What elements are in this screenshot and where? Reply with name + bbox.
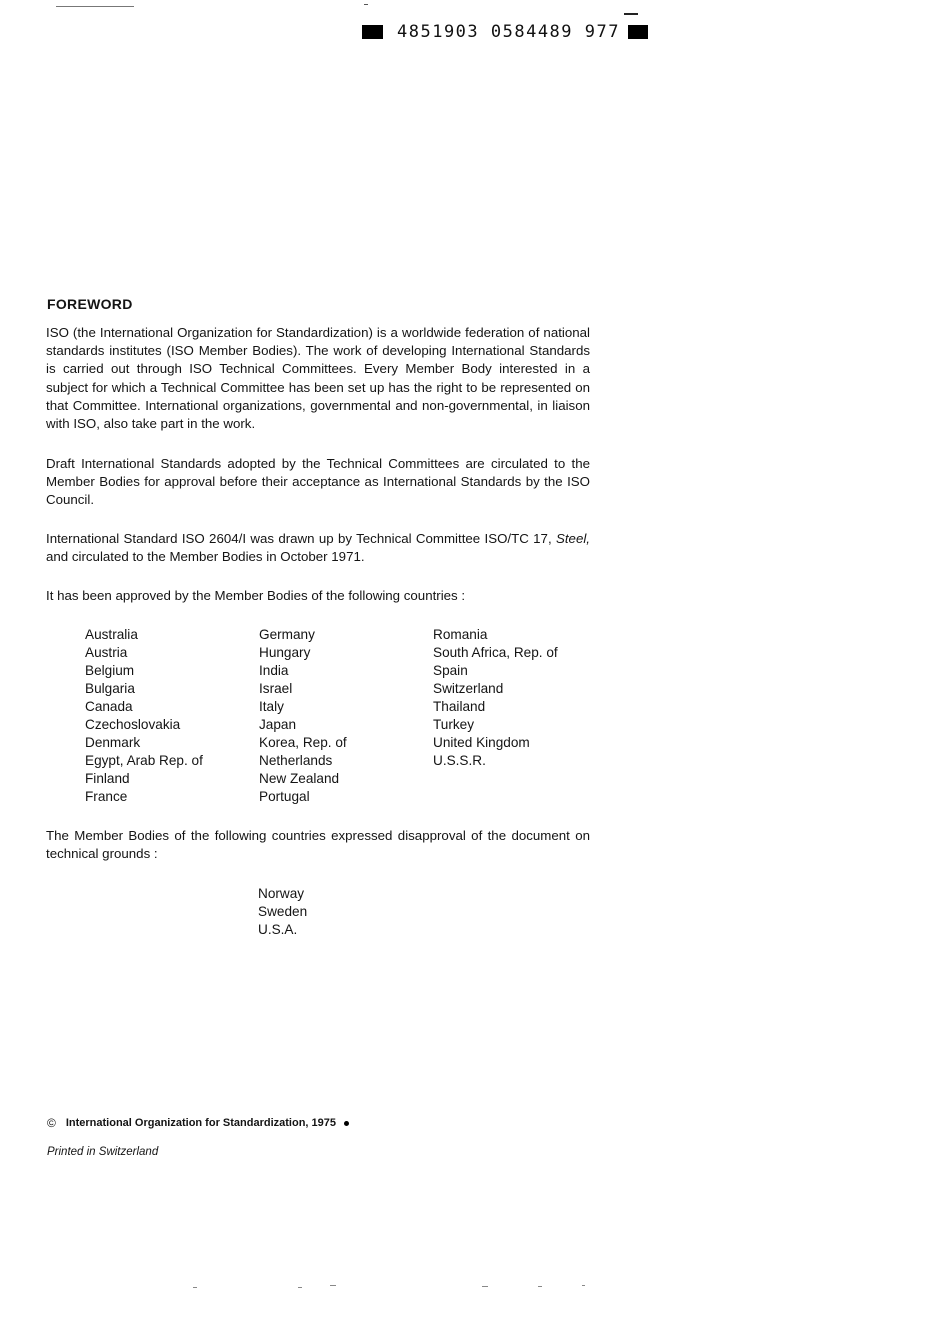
country-item: Spain bbox=[433, 663, 468, 678]
country-item: Romania bbox=[433, 627, 488, 642]
scan-mark-dash bbox=[364, 4, 368, 5]
foreword-paragraph-4: It has been approved by the Member Bodies of the following countries : bbox=[46, 588, 466, 603]
country-item: Finland bbox=[85, 771, 130, 786]
scan-speck bbox=[582, 1285, 585, 1286]
country-item: Japan bbox=[259, 717, 297, 732]
country-item: Hungary bbox=[259, 645, 311, 660]
copyright-text: International Organization for Standardization, 1975 bbox=[65, 1117, 336, 1129]
scan-speck bbox=[330, 1285, 336, 1286]
foreword-paragraph-2: Draft International Standards adopted by the Technical Committees are circulated to the Member Bodies for approval before their acceptance as International Standards by the ISO Council. bbox=[46, 456, 590, 508]
printed-in-note: Printed in Switzerland bbox=[47, 1146, 159, 1158]
document-code-strip bbox=[362, 22, 648, 42]
code-marker-right bbox=[628, 25, 648, 39]
country-item: South Africa, Rep. of bbox=[433, 645, 558, 660]
code-marker-left bbox=[362, 25, 383, 39]
country-item: Egypt, Arab Rep. of bbox=[85, 753, 203, 768]
approving-countries-column-2 bbox=[259, 626, 347, 806]
country-item: Turkey bbox=[433, 717, 475, 732]
country-item: Israel bbox=[259, 681, 293, 696]
country-item: Germany bbox=[259, 627, 315, 642]
country-item: Belgium bbox=[85, 663, 135, 678]
country-item: Norway bbox=[258, 886, 305, 901]
country-item: Italy bbox=[259, 699, 284, 714]
country-item: Portugal bbox=[259, 789, 310, 804]
country-item: France bbox=[85, 789, 128, 804]
scan-speck bbox=[298, 1287, 302, 1288]
copyright-line bbox=[47, 1116, 349, 1130]
paragraph-3-text-a: International Standard ISO 2604/I was drawn up by Technical Committee ISO/TC 17, bbox=[46, 531, 556, 546]
country-item: Austria bbox=[85, 645, 128, 660]
country-item: Denmark bbox=[85, 735, 141, 750]
foreword-title: FOREWORD bbox=[47, 296, 133, 312]
scan-speck bbox=[482, 1286, 488, 1287]
approving-countries-column-3 bbox=[433, 626, 558, 770]
scan-mark-overbar bbox=[624, 13, 638, 15]
country-item: U.S.S.R. bbox=[433, 753, 486, 768]
disapproving-countries-list bbox=[258, 885, 307, 939]
scan-speck bbox=[193, 1287, 197, 1288]
country-item: Switzerland bbox=[433, 681, 504, 696]
country-item: U.S.A. bbox=[258, 922, 298, 937]
country-item: Korea, Rep. of bbox=[259, 735, 347, 750]
foreword-paragraph-1: ISO (the International Organization for Standardization) is a worldwide federation of national standards institutes (ISO Member Bodies). The work of developing International Standards is carried out through ISO Technical Committees. Every Member Body interested in a subject for which a Technical Committee has been set up has the right to be represented on that Committee. International organizations, governmental and non-governmental, in liaison with ISO, also take part in the work. bbox=[46, 325, 590, 432]
country-item: Netherlands bbox=[259, 753, 333, 768]
foreword-paragraph-5: The Member Bodies of the following countries expressed disapproval of the document on technical grounds : bbox=[46, 828, 590, 862]
country-item: New Zealand bbox=[259, 771, 340, 786]
country-item: Czechoslovakia bbox=[85, 717, 181, 732]
country-item: Canada bbox=[85, 699, 133, 714]
country-item: Sweden bbox=[258, 904, 308, 919]
bullet-dot-icon bbox=[344, 1121, 349, 1126]
document-code: 4851903 0584489 977 bbox=[397, 22, 620, 42]
committee-name: Steel, bbox=[555, 531, 590, 546]
scan-speck bbox=[538, 1286, 542, 1287]
country-item: Australia bbox=[85, 627, 138, 642]
country-item: India bbox=[259, 663, 289, 678]
paragraph-3-text-b: and circulated to the Member Bodies in October 1971. bbox=[46, 549, 365, 565]
country-item: Bulgaria bbox=[85, 681, 135, 696]
country-item: Thailand bbox=[433, 699, 486, 714]
copyright-symbol: © bbox=[47, 1116, 56, 1130]
foreword-paragraph-3 bbox=[46, 530, 590, 566]
country-item: United Kingdom bbox=[433, 735, 530, 750]
approving-countries-column-1 bbox=[85, 626, 203, 806]
scan-mark-line bbox=[56, 6, 134, 7]
